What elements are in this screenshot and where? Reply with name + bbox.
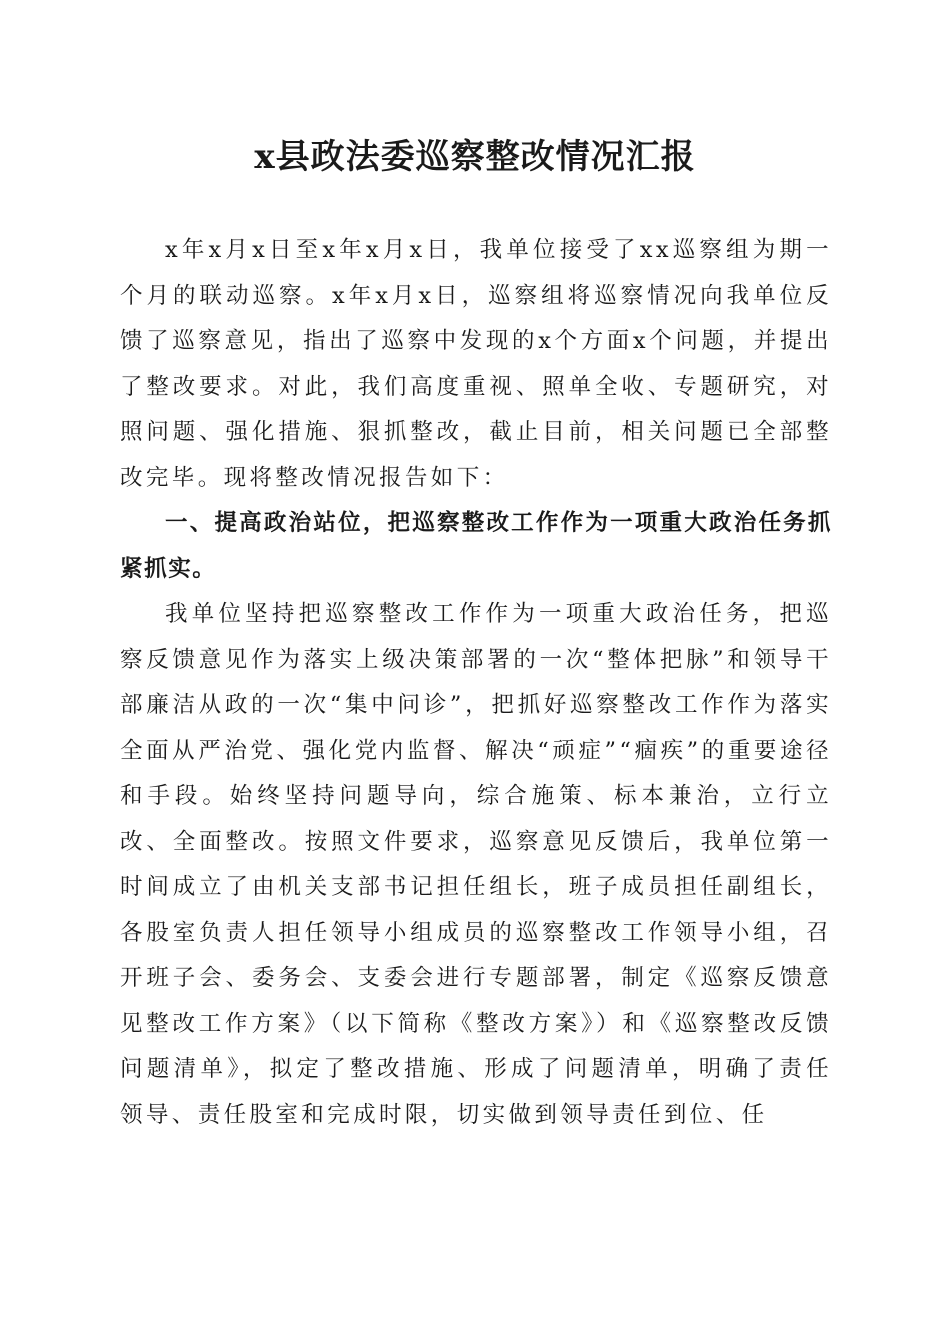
section-1-heading: 一、提高政治站位，把巡察整改工作作为一项重大政治任务抓紧抓实。 [120, 510, 832, 582]
document-title: x县政法委巡察整改情况汇报 [254, 137, 696, 177]
document-body [120, 228, 832, 1138]
intro-paragraph: x年x月x日至x年x月x日，我单位接受了xx巡察组为期一个月的联动巡察。x年x月x日，巡察组将巡察情况向我单位反馈了巡察意见，指出了巡察中发现的x个方面x个问题，并提出了整改要求。对此，我们高度重视、照单全收、专题研究，对照问题、强化措施、狠抓整改，截止目前，相关问题已全部整改完毕。现将整改情况报告如下： [120, 237, 832, 491]
section-1-paragraph: 我单位坚持把巡察整改工作作为一项重大政治任务，把巡察反馈意见作为落实上级决策部署的一次“整体把脉”和领导干部廉洁从政的一次“集中问诊”，把抓好巡察整改工作作为落实全面从严治党、强化党内监督、解决“顽症”“痼疾”的重要途径和手段。始终坚持问题导向，综合施策、标本兼治，立行立改、全面整改。按照文件要求，巡察意见反馈后，我单位第一时间成立了由机关支部书记担任组长，班子成员担任副组长，各股室负责人担任领导小组成员的巡察整改工作领导小组，召开班子会、委务会、支委会进行专题部署，制定《巡察反馈意见整改工作方案》（以下简称《整改方案》）和《巡察整改反馈问题清单》，拟定了整改措施、形成了问题清单，明确了责任领导、责任股室和完成时限，切实做到领导责任到位、任 [120, 601, 832, 1128]
